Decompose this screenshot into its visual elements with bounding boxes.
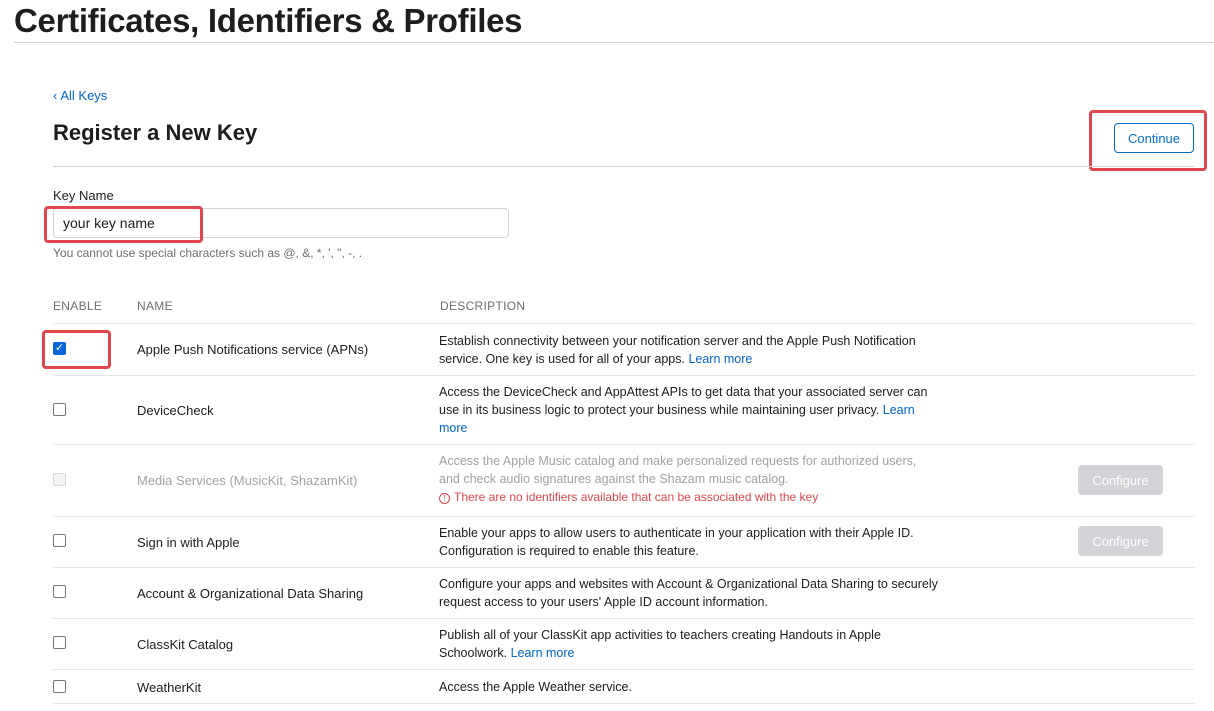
service-description: Configure your apps and websites with Account & Organizational Data Sharing to securely request access to your users' Apple ID account information.: [439, 577, 938, 609]
service-name: Media Services (MusicKit, ShazamKit): [137, 473, 358, 488]
data-sharing-checkbox[interactable]: [53, 585, 66, 598]
configure-button-sign-in-with-apple[interactable]: Configure: [1078, 526, 1163, 556]
all-keys-link[interactable]: [53, 88, 107, 103]
media-services-checkbox: [53, 473, 66, 486]
sign-in-with-apple-checkbox[interactable]: [53, 534, 66, 547]
service-name: Apple Push Notifications service (APNs): [137, 342, 369, 357]
table-row-data-sharing: [53, 567, 1194, 618]
column-header-description: DESCRIPTION: [440, 299, 526, 313]
key-name-hint: You cannot use special characters such as @, &, *, ', ", -, .: [53, 246, 363, 260]
weatherkit-checkbox[interactable]: [53, 680, 66, 693]
warning-message: ! There are no identifiers available that can be associated with the key: [439, 488, 939, 506]
configure-button-media-services: Configure: [1078, 465, 1163, 495]
service-name: Account & Organizational Data Sharing: [137, 586, 364, 601]
learn-more-link[interactable]: Learn more: [439, 403, 915, 435]
classkit-checkbox[interactable]: [53, 636, 66, 649]
key-name-input[interactable]: [53, 208, 509, 238]
service-description: Publish all of your ClassKit app activities to teachers creating Handouts in Apple Schoolwork. Learn more: [439, 628, 881, 660]
key-name-label: Key Name: [53, 188, 114, 203]
table-row-media-services: [53, 444, 1194, 516]
learn-more-link[interactable]: Learn more: [688, 352, 753, 366]
service-name: DeviceCheck: [137, 403, 214, 418]
service-name: ClassKit Catalog: [137, 637, 234, 652]
column-header-enable: ENABLE: [53, 299, 103, 313]
page-title: Certificates, Identifiers & Profiles: [14, 2, 523, 39]
service-name: Sign in with Apple: [137, 535, 240, 550]
checkmark-icon: ✓: [54, 342, 65, 354]
continue-button[interactable]: Continue: [1114, 123, 1194, 153]
service-description: Access the Apple Weather service.: [439, 680, 632, 694]
devicecheck-checkbox[interactable]: [53, 403, 66, 416]
table-row-classkit: [53, 618, 1194, 669]
chevron-left-icon: ‹: [53, 88, 58, 103]
service-name: WeatherKit: [137, 680, 202, 695]
service-description: Establish connectivity between your notification server and the Apple Push Notification service. One key is used for all of your apps. Learn more: [439, 334, 916, 366]
back-link-label: All Keys: [60, 88, 108, 103]
service-description: Enable your apps to allow users to authenticate in your application with their Apple ID. Configuration is required to enable this feature.: [439, 526, 914, 558]
table-row-weatherkit: [53, 669, 1194, 704]
header-divider: [53, 166, 1194, 167]
warning-icon: !: [439, 493, 450, 504]
table-row-devicecheck: [53, 375, 1194, 444]
table-row-sign-in-with-apple: [53, 516, 1194, 567]
table-row-apns: [53, 323, 1194, 375]
service-description: Access the DeviceCheck and AppAttest APIs to get data that your associated server can use in its business logic to protect your business while maintaining user privacy. Learn more: [439, 385, 928, 435]
section-title: Register a New Key: [53, 120, 258, 145]
apns-checkbox[interactable]: [53, 342, 66, 355]
column-header-name: NAME: [137, 299, 173, 313]
learn-more-link[interactable]: Learn more: [510, 646, 575, 660]
title-divider: [14, 42, 1214, 43]
service-description: Access the Apple Music catalog and make personalized requests for authorized users, and check audio signatures against the Shazam music catalog. ! There are no identifiers available that can be associated with the key: [439, 452, 939, 506]
